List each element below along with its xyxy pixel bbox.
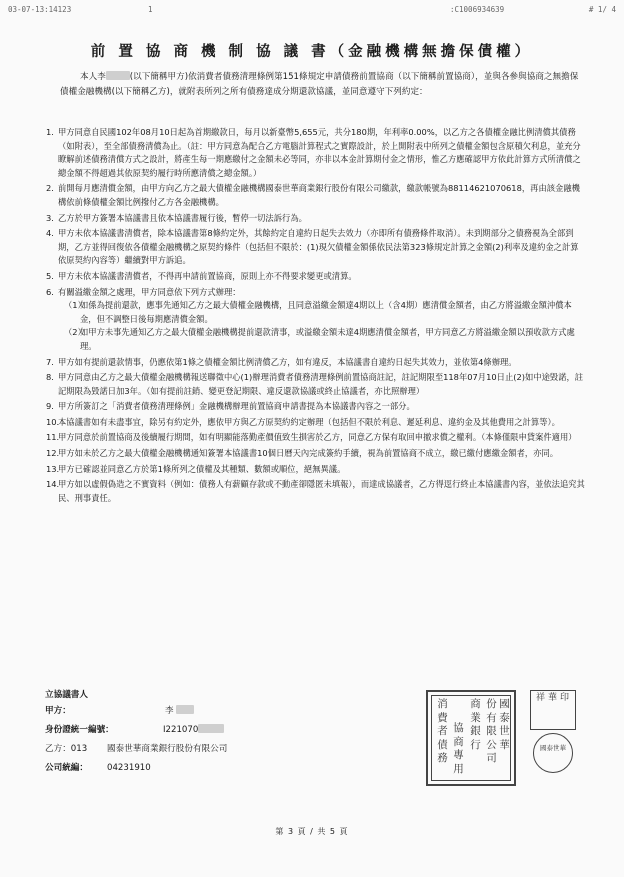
- sub-item: [58, 326, 586, 353]
- clause-text: 乙方於甲方簽署本協議書且依本協議書履行後，暫停一切法訴行為。: [58, 212, 307, 223]
- party-b-name: 國泰世華商業銀行股份有限公司: [107, 744, 228, 754]
- clause-text: 本協議書如有未盡事宜，除另有約定外，應依甲方與乙方原契約約定辦理（包括但不限於利息、遲延利息、違約金及其他費用之計算等）。: [58, 416, 560, 427]
- clause-list: [46, 126, 586, 507]
- fax-header: [8, 5, 616, 17]
- id-field: [163, 721, 224, 740]
- clause-item: [46, 182, 586, 209]
- seal-column: 消費者債務: [437, 698, 448, 764]
- seal-column: 祥: [535, 693, 545, 703]
- seal-column: 商業銀行: [470, 698, 481, 751]
- clause-text: 甲方未依本協議書清償者，除本協議書第8條約定外，其餘約定自違約日起失去效力（亦即所有債務條件取消）。未到期部分之債務視為全部到期，乙方並得回復依各債權金融機構之原契約條件（包括但不限於：(1)現欠債權金額係依民法第323條規定計算之金額(2)利率及違約金之計算依原契約內容等）繼續對甲方訴追。: [58, 228, 579, 266]
- clause-number: 7.: [46, 356, 54, 367]
- page-title: 前 置 協 商 機 制 協 議 書（金融機構無擔保債權）: [90, 43, 534, 60]
- clause-text: 甲方如有提前還款情事，仍應依第1條之債權金額比例清償乙方，如有違反，本協議書自違約日起失其效力，並依第4條辦理。: [58, 356, 517, 367]
- clause-number: 8.: [46, 372, 54, 383]
- clause-text: 甲方未依本協議書清償者，不得再申請前置協商，原則上亦不得要求變更或清算。: [58, 270, 357, 281]
- clause-item: [46, 371, 586, 398]
- sub-item-text: 如係為提前還款，應事先通知乙方之最大債權金融機構，且同意溢繳金額達4期以上（含4期）應清償金額者，由乙方將溢繳金額沖償本金，但不調整日後每期應清償金額。: [80, 300, 572, 324]
- clause-text: 前開每月應清償金額，由甲方向乙方之最大債權金融機構國泰世華商業銀行股份有限公司繳款，繳款帳號為88114621070618，再由該金融機構依前條債權金額比例撥付乙方各金融機構。: [58, 183, 580, 207]
- party-a-name: 李: [165, 706, 174, 716]
- clause-number: 10.: [46, 416, 60, 427]
- fax-header-mid: 1: [148, 5, 153, 14]
- seal-column: 協商專用: [453, 722, 464, 775]
- clause-item: [46, 431, 586, 445]
- clause-text: 甲方同意由乙方之最大債權金融機構報送聯徵中心(1)辦理消費者債務清理條例前置協商註記，註記期限至118年07月10日止(2)如中途毀諾，註記期限為毀諾日加3年。（如有提前註銷、變更登記期限、違反還款協議或終止協議者，亦比照辦理）: [58, 372, 584, 396]
- clause-text: 有關溢繳金額之處理，甲方同意依下列方式辦理：: [58, 286, 241, 297]
- clause-item: [46, 447, 586, 461]
- clause-text: 甲方如以虛假偽造之不實資料（例如：債務人有薪顧存款或不動產卻隱匿未填報），而達成協議者，乙方得逕行終止本協議書內容，並依法追究其民、刑事責任。: [58, 479, 585, 503]
- clause-item: [46, 400, 586, 414]
- clause-item: [46, 356, 586, 370]
- clause-number: 9.: [46, 401, 54, 412]
- seal-column: 份有限公司: [486, 698, 497, 764]
- fax-header-right: :C1006934639: [450, 5, 505, 14]
- clause-text: 甲方同意於前置協商及後續履行期間，如有明顯能落勤產價值致生損害於乙方，同意乙方保有取回申撤求償之權利。（本條僅限申貸案件適用）: [58, 432, 577, 443]
- clause-item: [46, 212, 586, 226]
- tax-value: 04231910: [107, 763, 151, 773]
- clause-number: 6.: [46, 286, 54, 297]
- clause-number: 4.: [46, 228, 54, 239]
- clause-text: 甲方同意自民國102年08月10日起為首期繳款日，每月以新臺幣5,655元，共分180期，年利率0.00%，以乙方之各債權金融比例清償其債務（如附表），至全部債務清償為止。（註：甲方同意為配合乙方電腦計算程式之實際設計，於上開附表中所列之債權金額包含原積欠利息，並充分瞭解前述債務清償方式之設計，將產生每一期應繳付之金額未必等同，亦非以本金計算期付金之情形，惟乙方應確認甲方依此計算方式所清償之總金額不得超過其依原契約履行時所應清償之總金額。）: [58, 127, 581, 178]
- clause-item: [46, 286, 586, 354]
- clause-number: 12.: [46, 448, 60, 459]
- sub-item-text: 如甲方未事先通知乙方之最大債權金融機構提前還款清事，或溢繳金額未達4期應清償金額者，甲方同意乙方將溢繳金額以預收款方式處理。: [80, 327, 575, 351]
- sub-item: [58, 299, 586, 326]
- sub-item-number: （1）: [64, 300, 86, 311]
- clause-item: [46, 126, 586, 180]
- clause-number: 5.: [46, 270, 54, 281]
- clause-item: [46, 478, 586, 505]
- sub-item-number: （2）: [64, 327, 86, 338]
- seal-column: 國泰世華: [499, 698, 510, 751]
- clause-item: [46, 463, 586, 477]
- redaction-mask: [106, 71, 130, 80]
- clause-number: 3.: [46, 212, 54, 223]
- clause-text: 甲方所簽訂之「消費者債務清理條例」金融機構辦理前置協商申請書提為本協議書內容之一部分。: [58, 401, 415, 412]
- intro-pre: 本人李: [80, 72, 106, 82]
- id-label: 身份證統一編號：: [45, 725, 114, 735]
- id-value: I221070: [163, 725, 199, 735]
- clause-number: 11.: [46, 432, 60, 443]
- party-a-label: 甲方：: [45, 706, 71, 716]
- bank-seal-stamp: [426, 690, 516, 786]
- seal-column: 印: [559, 693, 569, 703]
- clause-number: 2.: [46, 183, 54, 194]
- redaction-mask: [198, 724, 224, 733]
- intro-post: (以下簡稱甲方)依消費者債務清理條例第151條規定申請債務前置協商（以下簡稱前置協商），並與各參與協商之無擔保債權金融機構(以下簡稱乙方)，就附表所列之所有債務達成分期還款協議，並同意遵守下列約定：: [60, 72, 579, 97]
- clause-number: 14.: [46, 479, 60, 490]
- signature-heading: 立協議書人: [45, 690, 88, 700]
- representative-seal-stamp: [530, 690, 576, 730]
- fax-header-left: 03-07-13:14123: [8, 5, 72, 14]
- clause-text: 甲方如未於乙方之最大債權金融機構通知簽署本協議書10個日曆天內完成簽約手續，視為前置協商不成立，繳已繳付應繳金額者，亦同。: [58, 448, 559, 459]
- seal-column: 華: [547, 693, 557, 703]
- redaction-mask: [176, 705, 194, 714]
- clause-text: 甲方已確認並同意乙方於第1條所列之債權及其種類、數額或順位，絕無異議。: [58, 463, 346, 474]
- intro-paragraph: [60, 70, 580, 100]
- clause-item: [46, 227, 586, 268]
- fax-header-page: # 1/ 4: [588, 5, 616, 14]
- tax-label: 公司統編：: [45, 763, 88, 773]
- clause-number: 13.: [46, 463, 60, 474]
- clause-item: [46, 416, 586, 430]
- round-seal-stamp: [533, 733, 573, 773]
- round-seal-text: 國泰世華: [540, 744, 566, 752]
- page-footer: 第 3 頁 / 共 5 頁: [275, 827, 349, 836]
- clause-item: [46, 270, 586, 284]
- clause-number: 1.: [46, 127, 54, 137]
- party-a-value: [165, 702, 194, 721]
- party-b-label: 乙方：013: [45, 744, 88, 754]
